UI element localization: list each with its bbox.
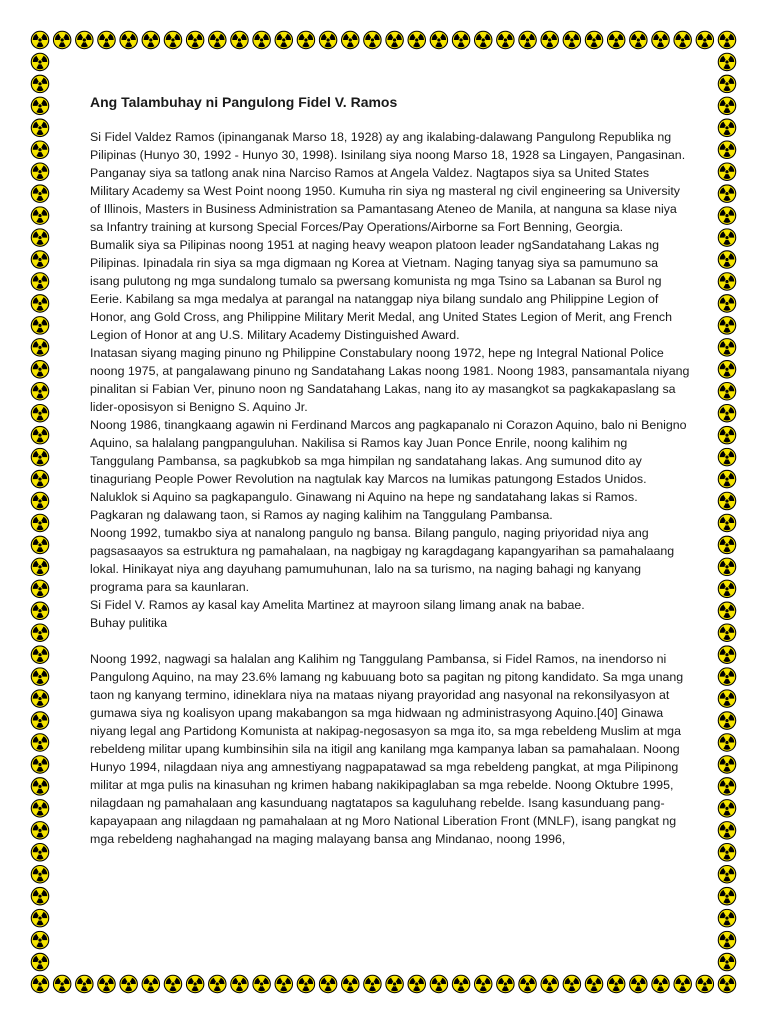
radiation-symbol-icon	[718, 426, 735, 443]
radiation-symbol-icon	[718, 778, 735, 795]
radiation-symbol-icon	[76, 975, 93, 992]
radiation-symbol-icon	[718, 163, 735, 180]
radiation-symbol-icon	[31, 119, 48, 136]
radiation-symbol-icon	[31, 31, 48, 48]
radiation-symbol-icon	[98, 975, 115, 992]
radiation-symbol-icon	[31, 207, 48, 224]
radiation-symbol-icon	[718, 580, 735, 597]
radiation-symbol-icon	[31, 756, 48, 773]
radiation-symbol-icon	[31, 339, 48, 356]
radiation-symbol-icon	[674, 975, 691, 992]
radiation-symbol-icon	[231, 31, 248, 48]
radiation-symbol-icon	[209, 31, 226, 48]
radiation-symbol-icon	[31, 75, 48, 92]
radiation-symbol-icon	[31, 426, 48, 443]
radiation-symbol-icon	[430, 975, 447, 992]
radiation-symbol-icon	[31, 361, 48, 378]
radiation-symbol-icon	[31, 295, 48, 312]
radiation-symbol-icon	[120, 975, 137, 992]
radiation-symbol-icon	[31, 558, 48, 575]
radiation-symbol-icon	[364, 975, 381, 992]
radiation-symbol-icon	[696, 31, 713, 48]
radiation-symbol-icon	[630, 31, 647, 48]
radiation-symbol-icon	[718, 492, 735, 509]
paragraph-political-life: Noong 1992, nagwagi sa halalan ang Kalihim ng Tanggulang Pambansa, si Fidel Ramos, na inendorso ni Pangulong Aquino, na may 23.6% lamang ng kabuuang boto sa pagitan ng pitong kandidato. Sa mga unang taon ng kanyang termino, idineklara niya na mataas niyang prayoridad ang nasyonal na rekonsilyasyon at gumawa siya ng koalisyon upang makabangon sa mga hidwaan ng administrasyong Aquino.[40] Ginawa niyang legal ang Partidong Komunista at nakipag-negosasyon sa mga ito, sa mga rebeldeng Muslim at mga rebeldeng militar upang kumbinsihin sila na itigil ang kanilang mga kampanya laban sa pamahalaan. Noong Hunyo 1994, nilagdaan niya ang amnestiyang nagpapatawad sa mga rebeldeng pangkat, at mga Pilipinong militar at mga pulis na kinasuhan ng krimen habang nakikipaglaban sa mga rebelde. Noong Oktubre 1995, nilagdaan ng pamahalaan ang kasunduang nagtatapos sa kaguluhang rebelde. Isang kasunduang pang-kapayapaan ang nilagdaan ng pamahalaan at ng Moro National Liberation Front (MNLF), isang pangkat ng mga rebeldeng naghahangad na maging malayang bansa ang Mindanao, noong 1996,	[90, 652, 684, 846]
radiation-symbol-icon	[718, 887, 735, 904]
radiation-symbol-icon	[652, 975, 669, 992]
radiation-symbol-icon	[297, 975, 314, 992]
radiation-symbol-icon	[652, 31, 669, 48]
section-heading-politics: Buhay pulitika	[90, 616, 168, 630]
radiation-symbol-icon	[696, 975, 713, 992]
radiation-symbol-icon	[718, 75, 735, 92]
radiation-symbol-icon	[718, 646, 735, 663]
radiation-symbol-icon	[53, 31, 70, 48]
radiation-symbol-icon	[718, 470, 735, 487]
radiation-symbol-icon	[408, 975, 425, 992]
document-title: Ang Talambuhay ni Pangulong Fidel V. Ramos	[90, 94, 398, 110]
radiation-symbol-icon	[231, 975, 248, 992]
radiation-symbol-icon	[718, 734, 735, 751]
radiation-symbol-icon	[53, 975, 70, 992]
radiation-symbol-icon	[563, 975, 580, 992]
radiation-symbol-icon	[630, 975, 647, 992]
radiation-symbol-icon	[164, 975, 181, 992]
radiation-symbol-icon	[718, 909, 735, 926]
radiation-symbol-icon	[718, 953, 735, 970]
radiation-symbol-icon	[31, 163, 48, 180]
radiation-symbol-icon	[718, 558, 735, 575]
radiation-symbol-icon	[120, 31, 137, 48]
document-body	[90, 128, 690, 848]
radiation-symbol-icon	[718, 339, 735, 356]
radiation-symbol-icon	[142, 975, 159, 992]
radiation-symbol-icon	[541, 31, 558, 48]
radiation-symbol-icon	[718, 97, 735, 114]
radiation-symbol-icon	[76, 31, 93, 48]
radiation-symbol-icon	[98, 31, 115, 48]
radiation-symbol-icon	[452, 975, 469, 992]
document-page	[90, 86, 690, 848]
radiation-symbol-icon	[319, 975, 336, 992]
radiation-symbol-icon	[31, 492, 48, 509]
radiation-symbol-icon	[186, 975, 203, 992]
radiation-symbol-icon	[364, 31, 381, 48]
radiation-symbol-icon	[319, 31, 336, 48]
paragraph-constabulary: Inatasan siyang maging pinuno ng Philippine Constabulary noong 1972, hepe ng Integral National Police noong 1975, at pangalawang pinuno ng Sandatahang Lakas noong 1981. Noong 1983, pansamantala niyang pinalitan si Fabian Ver, pinuno noon ng Sandatahang Lakas, nang ito ay masangkot sa pagkakapaslang sa lider-oposisyon si Benigno S. Aquino Jr.	[90, 346, 690, 414]
radiation-symbol-icon	[31, 470, 48, 487]
radiation-symbol-icon	[31, 887, 48, 904]
radiation-symbol-icon	[718, 273, 735, 290]
radiation-symbol-icon	[31, 448, 48, 465]
radiation-symbol-icon	[585, 975, 602, 992]
radiation-symbol-icon	[31, 404, 48, 421]
radiation-symbol-icon	[31, 580, 48, 597]
radiation-symbol-icon	[31, 800, 48, 817]
radiation-symbol-icon	[31, 251, 48, 268]
radiation-symbol-icon	[31, 229, 48, 246]
radiation-symbol-icon	[209, 975, 226, 992]
radiation-symbol-icon	[607, 31, 624, 48]
radiation-symbol-icon	[718, 141, 735, 158]
radiation-symbol-icon	[31, 734, 48, 751]
radiation-symbol-icon	[519, 975, 536, 992]
radiation-symbol-icon	[31, 778, 48, 795]
radiation-symbol-icon	[718, 712, 735, 729]
radiation-symbol-icon	[31, 646, 48, 663]
paragraph-early-life: Si Fidel Valdez Ramos (ipinanganak Marso 18, 1928) ay ang ikalabing-dalawang Pangulong Republika ng Pilipinas (Hunyo 30, 1992 - Hunyo 30, 1998). Isinilang siya noong Marso 18, 1928 sa Lingayen, Pangasinan. Panganay siya sa tatlong anak nina Narciso Ramos at Angela Valdez. Nagtapos siya sa United States Military Academy sa West Point noong 1950. Kumuha rin siya ng masteral ng civil engineering sa University of Illinois, Masters in Business Administration sa Pamantasang Ateneo de Manila, at nanguna sa klase niya sa Infantry training at kursong Special Forces/Pay Operations/Airborne sa Fort Benning, Georgia.	[90, 130, 686, 234]
paragraph-people-power: Noong 1986, tinangkaang agawin ni Ferdinand Marcos ang pagkapanalo ni Corazon Aquino, balo ni Benigno Aquino, sa halalang pangpanguluhan. Nakilisa si Ramos kay Juan Ponce Enrile, noong kalihim ng Tanggulang Pambansa, sa pagkubkob sa mga himpilan ng sandatahang lakas. Ang sumunod dito ay tinaguriang People Power Revolution na nagtulak kay Marcos na lumikas patungong Estados Unidos. Naluklok si Aquino sa pagkapangulo. Ginawang ni Aquino na hepe ng sandatahang lakas si Ramos. Pagkaran ng dalawang taon, si Ramos ay naging kalihim na Tanggulang Pambansa.	[90, 418, 687, 522]
radiation-symbol-icon	[297, 31, 314, 48]
radiation-symbol-icon	[31, 185, 48, 202]
radiation-symbol-icon	[718, 317, 735, 334]
radiation-symbol-icon	[31, 383, 48, 400]
radiation-symbol-icon	[31, 822, 48, 839]
radiation-symbol-icon	[474, 31, 491, 48]
radiation-symbol-icon	[31, 514, 48, 531]
radiation-symbol-icon	[31, 141, 48, 158]
radiation-symbol-icon	[718, 295, 735, 312]
radiation-symbol-icon	[541, 975, 558, 992]
radiation-symbol-icon	[31, 844, 48, 861]
radiation-symbol-icon	[31, 53, 48, 70]
paragraph-gap	[90, 632, 690, 650]
radiation-symbol-icon	[253, 975, 270, 992]
radiation-symbol-icon	[31, 602, 48, 619]
radiation-symbol-icon	[718, 865, 735, 882]
paragraph-family: Si Fidel V. Ramos ay kasal kay Amelita Martinez at mayroon silang limang anak na babae.	[90, 598, 585, 612]
radiation-symbol-icon	[718, 383, 735, 400]
radiation-symbol-icon	[585, 31, 602, 48]
radiation-symbol-icon	[253, 31, 270, 48]
radiation-symbol-icon	[718, 207, 735, 224]
radiation-symbol-icon	[31, 273, 48, 290]
radiation-symbol-icon	[31, 712, 48, 729]
radiation-symbol-icon	[718, 602, 735, 619]
paragraph-presidency: Noong 1992, tumakbo siya at nanalong pangulo ng bansa. Bilang pangulo, naging priyoridad niya ang pagsasaayos sa estruktura ng pamahalaan, na nagbigay ng karagdagang kapangyarihan sa pamahalaang lokal. Hinikayat niya ang dayuhang pamumuhunan, lalo na sa turismo, na naging bahagi ng kanyang programa para sa kaunlaran.	[90, 526, 675, 594]
radiation-symbol-icon	[718, 251, 735, 268]
radiation-symbol-icon	[408, 31, 425, 48]
radiation-symbol-icon	[718, 844, 735, 861]
radiation-symbol-icon	[31, 690, 48, 707]
radiation-symbol-icon	[275, 975, 292, 992]
radiation-symbol-icon	[275, 31, 292, 48]
radiation-symbol-icon	[718, 448, 735, 465]
radiation-symbol-icon	[31, 953, 48, 970]
radiation-symbol-icon	[31, 97, 48, 114]
radiation-symbol-icon	[718, 931, 735, 948]
radiation-symbol-icon	[31, 624, 48, 641]
radiation-symbol-icon	[718, 119, 735, 136]
radiation-symbol-icon	[497, 31, 514, 48]
radiation-symbol-icon	[452, 31, 469, 48]
radiation-symbol-icon	[563, 31, 580, 48]
radiation-symbol-icon	[718, 185, 735, 202]
radiation-symbol-icon	[718, 229, 735, 246]
radiation-symbol-icon	[718, 361, 735, 378]
radiation-symbol-icon	[718, 668, 735, 685]
radiation-symbol-icon	[31, 909, 48, 926]
radiation-symbol-icon	[718, 975, 735, 992]
radiation-symbol-icon	[718, 690, 735, 707]
radiation-symbol-icon	[718, 404, 735, 421]
radiation-symbol-icon	[718, 800, 735, 817]
radiation-symbol-icon	[31, 536, 48, 553]
radiation-symbol-icon	[718, 822, 735, 839]
radiation-symbol-icon	[31, 668, 48, 685]
radiation-symbol-icon	[31, 975, 48, 992]
paragraph-military-career: Bumalik siya sa Pilipinas noong 1951 at naging heavy weapon platoon leader ngSandatahang Lakas ng Pilipinas. Ipinadala rin siya sa mga digmaan ng Korea at Vietnam. Naging tanyag siya sa pamumuno sa isang pulutong ng mga sundalong tumalo sa pwersang komunista ng mga Tsino sa Labanan sa Burol ng Eerie. Kabilang sa mga medalya at parangal na natanggap niya bilang sundalo ang Philippine Legion of Honor, ang Gold Cross, ang Philippine Military Merit Medal, ang United States Legion of Merit, ang French Legion of Honor at ang U.S. Military Academy Distinguished Award.	[90, 238, 672, 342]
radiation-symbol-icon	[142, 31, 159, 48]
radiation-symbol-icon	[164, 31, 181, 48]
radiation-symbol-icon	[186, 31, 203, 48]
radiation-symbol-icon	[342, 31, 359, 48]
radiation-symbol-icon	[718, 53, 735, 70]
radiation-symbol-icon	[718, 514, 735, 531]
radiation-symbol-icon	[474, 975, 491, 992]
radiation-symbol-icon	[674, 31, 691, 48]
radiation-symbol-icon	[718, 624, 735, 641]
radiation-symbol-icon	[607, 975, 624, 992]
radiation-symbol-icon	[519, 31, 536, 48]
radiation-symbol-icon	[430, 31, 447, 48]
radiation-symbol-icon	[31, 317, 48, 334]
radiation-symbol-icon	[718, 31, 735, 48]
radiation-symbol-icon	[31, 865, 48, 882]
radiation-symbol-icon	[497, 975, 514, 992]
radiation-symbol-icon	[31, 931, 48, 948]
radiation-symbol-icon	[342, 975, 359, 992]
radiation-symbol-icon	[718, 756, 735, 773]
radiation-symbol-icon	[718, 536, 735, 553]
radiation-symbol-icon	[386, 31, 403, 48]
radiation-symbol-icon	[386, 975, 403, 992]
